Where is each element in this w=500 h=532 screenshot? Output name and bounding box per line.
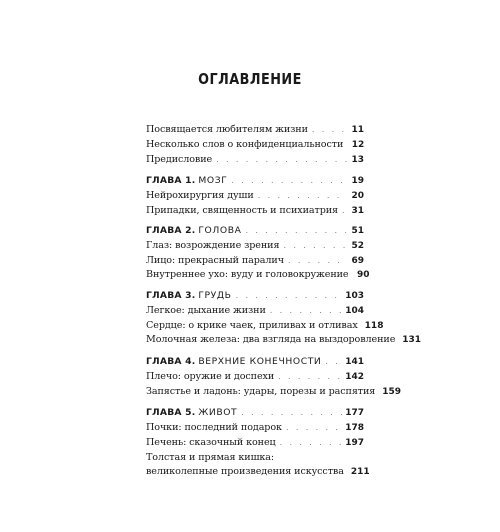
dot-leader [241,406,342,420]
toc-entry-page: 69 [351,256,364,266]
toc-entry-page: 159 [382,387,402,397]
toc-entry [146,254,364,268]
toc-entry-title: Сердце: о крике чаек, приливах и отливах [146,320,358,331]
dot-leader [270,304,342,318]
toc-entry-title: Плечо: оружие и доспехи [146,371,275,382]
chapter-name: ГОЛОВА [198,225,242,236]
dot-leader [342,204,347,218]
toc-entry-page: 141 [345,357,364,367]
toc-entry [146,421,364,435]
toc-chapter-4 [146,355,364,369]
toc-entry [146,153,364,167]
toc-entry-title: Печень: сказочный конец [146,437,276,448]
toc-entry [146,319,384,333]
toc-chapter-1 [146,174,364,188]
toc-entry-page: 19 [351,176,364,186]
toc-chapter-3 [146,289,364,303]
toc-entry [146,385,402,399]
toc-entry-page: 31 [351,206,364,216]
dot-leader [231,174,347,188]
toc-entry-page: 11 [351,125,364,135]
toc-entry-page: 52 [351,241,364,251]
toc-entry [146,239,364,253]
toc-chapter-5 [146,406,364,420]
toc-entry-page: 131 [402,335,422,345]
toc-entry-page: 118 [364,321,384,331]
chapter-name: ВЕРХНИЕ КОНЕЧНОСТИ [198,356,322,367]
dot-leader [280,436,343,450]
dot-leader [283,239,347,253]
toc-entry-title: Молочная железа: два взгляда на выздоровление [146,334,396,345]
toc-entry-page: 104 [345,306,364,316]
dot-leader [286,421,342,435]
toc-entry [146,436,364,450]
toc-entry-page: 197 [345,438,364,448]
dot-leader [258,189,347,203]
toc-entry-title: Почки: последний подарок [146,422,282,433]
chapter-name: ГРУДЬ [198,290,232,301]
toc-entry-title: Нейрохирургия души [146,190,254,201]
toc-entry-title: Предисловие [146,154,213,165]
toc-entry-title: Толстая и прямая кишка: [146,452,275,463]
toc-entry-page: 177 [345,408,364,418]
dot-leader [325,355,342,369]
chapter-number: ГЛАВА 2. [146,225,196,236]
toc-entry-page: 13 [351,155,364,165]
toc-entry-title: Легкое: дыхание жизни [146,305,266,316]
dot-leader [236,289,343,303]
toc-entry-title: Посвящается любителям жизни [146,124,308,135]
toc-entry [146,123,364,137]
toc-entry [146,304,364,318]
dot-leader [312,123,347,137]
dot-leader [278,370,342,384]
toc-entry-page: 142 [345,372,364,382]
toc-entry [146,204,364,218]
toc-entry-page: 211 [350,467,370,477]
toc-entry-title: великолепные произведения искусства [146,466,344,477]
toc-entry-line [146,451,364,465]
toc-entry-page: 178 [345,423,364,433]
toc-entry [146,138,364,152]
chapter-name: ЖИВОТ [198,407,238,418]
chapter-number: ГЛАВА 4. [146,356,196,367]
toc-entry-title: Глаз: возрождение зрения [146,240,280,251]
toc-entry-title: Внутреннее ухо: вуду и головокружение [146,269,349,280]
toc-entry [146,465,370,479]
chapter-name: МОЗГ [198,175,228,186]
toc-entry-page: 20 [351,191,364,201]
toc-entry-title: Несколько слов о конфиденциальности [146,139,344,150]
toc-entry [146,333,422,347]
toc-entry-page: 12 [351,140,365,150]
chapter-number: ГЛАВА 1. [146,175,196,186]
dot-leader [246,224,347,238]
toc-chapter-2 [146,224,364,238]
toc-entry [146,189,364,203]
chapter-number: ГЛАВА 3. [146,290,196,301]
toc-entry [146,268,370,282]
toc-entry-page: 103 [345,291,364,301]
toc-entry-title: Лицо: прекрасный паралич [146,255,284,266]
toc-entry-title: Запястье и ладонь: удары, порезы и распятия [146,386,376,397]
dot-leader [288,254,347,268]
toc-entry-title: Припадки, священность и психиатрия [146,205,338,216]
toc-entry-page: 51 [351,226,364,236]
toc-entry-page: 90 [356,270,370,280]
toc-entry [146,370,364,384]
chapter-number: ГЛАВА 5. [146,407,196,418]
dot-leader [216,153,347,167]
page-title: ОГЛАВЛЕНИЕ [198,70,302,88]
